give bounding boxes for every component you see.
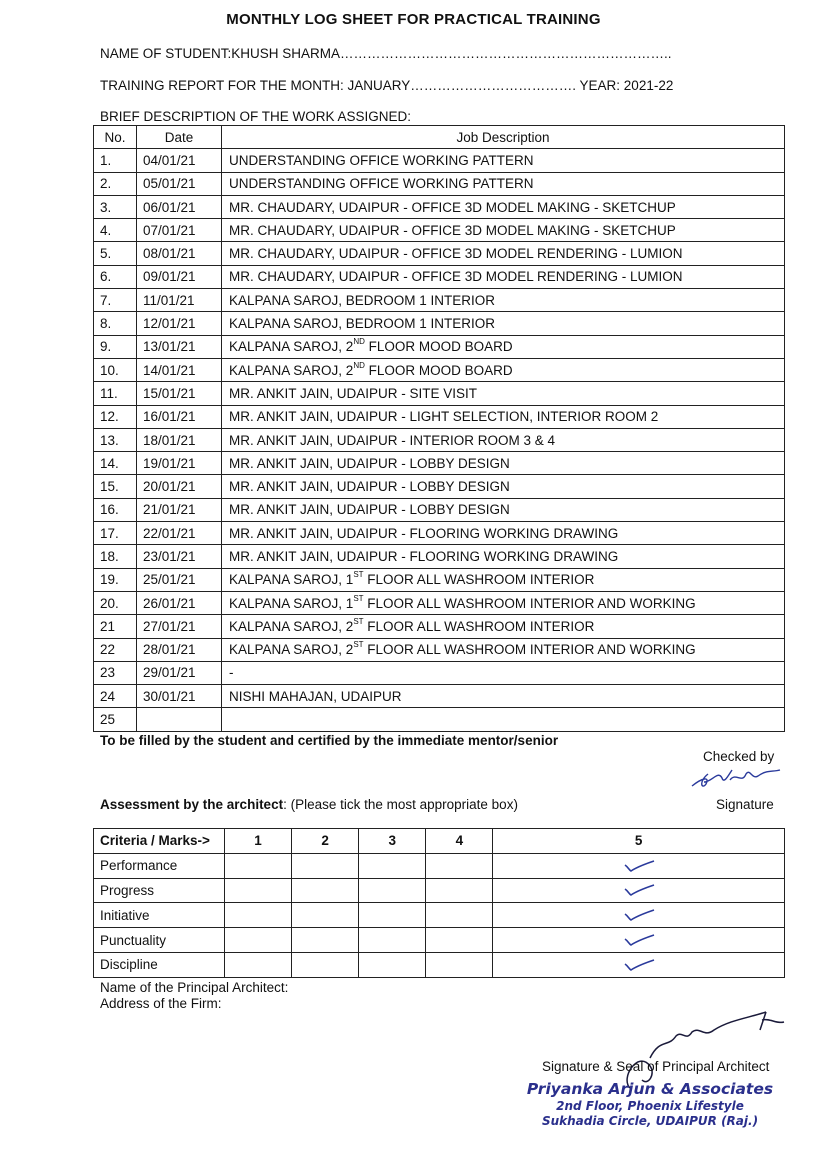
header-date: Date [137, 126, 222, 149]
row-date: 08/01/21 [137, 242, 222, 265]
row-job-description: - [222, 661, 785, 684]
table-row [94, 358, 785, 381]
row-number: 9. [94, 335, 137, 358]
row-date: 14/01/21 [137, 358, 222, 381]
row-date: 18/01/21 [137, 428, 222, 451]
table-header-row [94, 126, 785, 149]
mark-header-5: 5 [493, 829, 785, 854]
row-number: 23 [94, 661, 137, 684]
row-date: 04/01/21 [137, 149, 222, 172]
row-job-description: MR. CHAUDARY, UDAIPUR - OFFICE 3D MODEL MAKING - SKETCHUP [222, 219, 785, 242]
row-date: 20/01/21 [137, 475, 222, 498]
tick-mark-icon [621, 907, 657, 923]
mark-cell-2[interactable] [292, 928, 359, 953]
row-date: 13/01/21 [137, 335, 222, 358]
row-number: 1. [94, 149, 137, 172]
table-row [94, 382, 785, 405]
row-job-description: KALPANA SAROJ, 1ST FLOOR ALL WASHROOM INTERIOR [222, 568, 785, 591]
row-number: 4. [94, 219, 137, 242]
row-job-description [222, 708, 785, 731]
row-job-description: KALPANA SAROJ, BEDROOM 1 INTERIOR [222, 289, 785, 312]
mark-header-3: 3 [359, 829, 426, 854]
criteria-header: Criteria / Marks-> [94, 829, 225, 854]
row-number: 16. [94, 498, 137, 521]
row-job-description: MR. ANKIT JAIN, UDAIPUR - INTERIOR ROOM 3 & 4 [222, 428, 785, 451]
table-row [94, 591, 785, 614]
row-date: 26/01/21 [137, 591, 222, 614]
criteria-row [94, 903, 785, 928]
stamp-line-floor: 2nd Floor, Phoenix Lifestyle [556, 1099, 744, 1113]
row-date: 15/01/21 [137, 382, 222, 405]
row-date: 09/01/21 [137, 265, 222, 288]
row-date: 25/01/21 [137, 568, 222, 591]
row-number: 13. [94, 428, 137, 451]
criteria-name: Discipline [94, 952, 225, 977]
row-date: 05/01/21 [137, 172, 222, 195]
table-row [94, 522, 785, 545]
row-date: 21/01/21 [137, 498, 222, 521]
mark-cell-3[interactable] [359, 853, 426, 878]
row-date: 12/01/21 [137, 312, 222, 335]
mark-cell-1[interactable] [225, 878, 292, 903]
mentor-signature [688, 760, 788, 796]
row-job-description: MR. ANKIT JAIN, UDAIPUR - FLOORING WORKING DRAWING [222, 545, 785, 568]
training-month-line: TRAINING REPORT FOR THE MONTH: JANUARY………………………………. YEAR: 2021-22 [100, 78, 674, 93]
tick-mark-icon [621, 957, 657, 973]
row-number: 5. [94, 242, 137, 265]
row-job-description: NISHI MAHAJAN, UDAIPUR [222, 685, 785, 708]
table-row [94, 428, 785, 451]
table-row [94, 312, 785, 335]
table-row [94, 615, 785, 638]
criteria-name: Punctuality [94, 928, 225, 953]
mark-cell-4[interactable] [426, 853, 493, 878]
criteria-row [94, 952, 785, 977]
row-number: 18. [94, 545, 137, 568]
row-number: 15. [94, 475, 137, 498]
row-date: 07/01/21 [137, 219, 222, 242]
row-number: 25 [94, 708, 137, 731]
table-row [94, 498, 785, 521]
mark-cell-5[interactable] [493, 903, 785, 928]
table-row [94, 405, 785, 428]
row-date: 11/01/21 [137, 289, 222, 312]
row-job-description: KALPANA SAROJ, 2ST FLOOR ALL WASHROOM INTERIOR AND WORKING [222, 638, 785, 661]
row-job-description: MR. ANKIT JAIN, UDAIPUR - LOBBY DESIGN [222, 498, 785, 521]
mark-cell-1[interactable] [225, 952, 292, 977]
work-log-table [93, 125, 785, 732]
table-row [94, 195, 785, 218]
row-number: 6. [94, 265, 137, 288]
table-row [94, 172, 785, 195]
student-name-line: NAME OF STUDENT:KHUSH SHARMA……………………………………………………………….. [100, 46, 672, 61]
row-job-description: KALPANA SAROJ, 2ND FLOOR MOOD BOARD [222, 335, 785, 358]
table-row [94, 289, 785, 312]
row-job-description: MR. CHAUDARY, UDAIPUR - OFFICE 3D MODEL MAKING - SKETCHUP [222, 195, 785, 218]
mark-cell-1[interactable] [225, 903, 292, 928]
mark-cell-5[interactable] [493, 853, 785, 878]
table-row [94, 708, 785, 731]
assessment-table [93, 828, 785, 978]
criteria-name: Progress [94, 878, 225, 903]
stamp-line-firm: Priyanka Arjun & Associates [526, 1080, 774, 1098]
row-job-description: KALPANA SAROJ, 1ST FLOOR ALL WASHROOM INTERIOR AND WORKING [222, 591, 785, 614]
row-date: 23/01/21 [137, 545, 222, 568]
row-job-description: MR. ANKIT JAIN, UDAIPUR - LOBBY DESIGN [222, 475, 785, 498]
assessment-header-row [94, 829, 785, 854]
row-number: 20. [94, 591, 137, 614]
criteria-name: Initiative [94, 903, 225, 928]
row-job-description: MR. CHAUDARY, UDAIPUR - OFFICE 3D MODEL RENDERING - LUMION [222, 265, 785, 288]
row-date: 19/01/21 [137, 452, 222, 475]
row-number: 17. [94, 522, 137, 545]
tick-mark-icon [621, 858, 657, 874]
row-job-description: UNDERSTANDING OFFICE WORKING PATTERN [222, 149, 785, 172]
row-number: 24 [94, 685, 137, 708]
table-row [94, 149, 785, 172]
row-number: 7. [94, 289, 137, 312]
row-number: 11. [94, 382, 137, 405]
row-number: 2. [94, 172, 137, 195]
mark-header-4: 4 [426, 829, 493, 854]
row-job-description: MR. ANKIT JAIN, UDAIPUR - FLOORING WORKING DRAWING [222, 522, 785, 545]
row-number: 3. [94, 195, 137, 218]
row-job-description: KALPANA SAROJ, 2ST FLOOR ALL WASHROOM INTERIOR [222, 615, 785, 638]
mark-cell-2[interactable] [292, 853, 359, 878]
row-number: 19. [94, 568, 137, 591]
row-job-description: MR. ANKIT JAIN, UDAIPUR - SITE VISIT [222, 382, 785, 405]
table-row [94, 638, 785, 661]
table-row [94, 475, 785, 498]
row-job-description: UNDERSTANDING OFFICE WORKING PATTERN [222, 172, 785, 195]
row-job-description: KALPANA SAROJ, 2ND FLOOR MOOD BOARD [222, 358, 785, 381]
row-date: 29/01/21 [137, 661, 222, 684]
row-number: 8. [94, 312, 137, 335]
row-number: 22 [94, 638, 137, 661]
table-row [94, 452, 785, 475]
tick-mark-icon [621, 932, 657, 948]
row-date: 06/01/21 [137, 195, 222, 218]
criteria-row [94, 928, 785, 953]
table-row [94, 545, 785, 568]
header-job-description: Job Description [222, 126, 785, 149]
table-row [94, 335, 785, 358]
criteria-row [94, 878, 785, 903]
table-row [94, 661, 785, 684]
mark-cell-3[interactable] [359, 928, 426, 953]
row-date [137, 708, 222, 731]
mark-cell-1[interactable] [225, 853, 292, 878]
mark-cell-4[interactable] [426, 952, 493, 977]
tick-mark-icon [621, 882, 657, 898]
row-number: 14. [94, 452, 137, 475]
mark-cell-1[interactable] [225, 928, 292, 953]
mark-cell-3[interactable] [359, 952, 426, 977]
table-row [94, 242, 785, 265]
principal-architect-label: Name of the Principal Architect: [100, 980, 289, 995]
signature-label: Signature [716, 797, 774, 812]
mark-cell-5[interactable] [493, 928, 785, 953]
table-row [94, 568, 785, 591]
firm-stamp [525, 1080, 775, 1128]
row-date: 16/01/21 [137, 405, 222, 428]
certification-note: To be filled by the student and certified by the immediate mentor/senior [100, 733, 559, 748]
row-number: 21 [94, 615, 137, 638]
page-title: MONTHLY LOG SHEET FOR PRACTICAL TRAINING [226, 11, 601, 28]
mark-cell-2[interactable] [292, 903, 359, 928]
brief-description-label: BRIEF DESCRIPTION OF THE WORK ASSIGNED: [100, 109, 412, 124]
row-job-description: MR. CHAUDARY, UDAIPUR - OFFICE 3D MODEL RENDERING - LUMION [222, 242, 785, 265]
criteria-name: Performance [94, 853, 225, 878]
mark-cell-2[interactable] [292, 878, 359, 903]
row-number: 10. [94, 358, 137, 381]
mark-cell-2[interactable] [292, 952, 359, 977]
row-number: 12. [94, 405, 137, 428]
mark-cell-5[interactable] [493, 952, 785, 977]
header-no: No. [94, 126, 137, 149]
row-date: 27/01/21 [137, 615, 222, 638]
criteria-row [94, 853, 785, 878]
mark-cell-5[interactable] [493, 878, 785, 903]
mark-cell-4[interactable] [426, 878, 493, 903]
mark-cell-3[interactable] [359, 878, 426, 903]
table-row [94, 685, 785, 708]
row-date: 30/01/21 [137, 685, 222, 708]
row-date: 22/01/21 [137, 522, 222, 545]
row-job-description: MR. ANKIT JAIN, UDAIPUR - LOBBY DESIGN [222, 452, 785, 475]
signature-seal-label: Signature & Seal of Principal Architect [542, 1059, 770, 1074]
row-job-description: KALPANA SAROJ, BEDROOM 1 INTERIOR [222, 312, 785, 335]
stamp-line-city: Sukhadia Circle, UDAIPUR (Raj.) [541, 1114, 759, 1128]
checked-by-label: Checked by [703, 749, 775, 764]
table-row [94, 219, 785, 242]
row-date: 28/01/21 [137, 638, 222, 661]
mark-cell-4[interactable] [426, 928, 493, 953]
table-row [94, 265, 785, 288]
mark-header-1: 1 [225, 829, 292, 854]
assessment-intro: Assessment by the architect: (Please tick the most appropriate box) [100, 797, 518, 812]
mark-cell-4[interactable] [426, 903, 493, 928]
mark-header-2: 2 [292, 829, 359, 854]
firm-address-label: Address of the Firm: [100, 996, 222, 1011]
row-job-description: MR. ANKIT JAIN, UDAIPUR - LIGHT SELECTION, INTERIOR ROOM 2 [222, 405, 785, 428]
mark-cell-3[interactable] [359, 903, 426, 928]
